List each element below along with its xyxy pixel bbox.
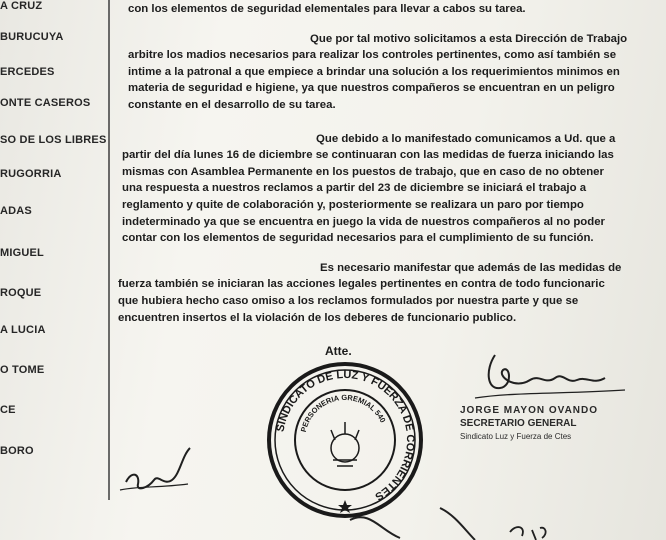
sidebar-item: ADAS	[0, 205, 32, 217]
text-line: constante en el desarrollo de su tarea.	[128, 98, 336, 111]
main-signature-icon	[455, 350, 635, 410]
localities-sidebar	[0, 0, 108, 540]
text-line: Que por tal motivo solicitamos a esta Dirección de Trabajo	[310, 32, 628, 45]
paragraph-measures	[122, 131, 664, 247]
text-line: que hubiera hecho caso omiso a los reclamos formulados por nuestra parte y que se	[118, 294, 579, 307]
text-line: arbitre los madios necesarios para realizar los controles pertinentes, como así también se	[128, 49, 617, 62]
sidebar-item: RUGORRIA	[0, 168, 62, 180]
sidebar-item: CE	[0, 404, 16, 416]
text-line: indeterminado ya que se encuentra en juego la vida de nuestros compañeros al no poder	[122, 215, 605, 228]
signatory-org: Sindicato Luz y Fuerza de Ctes	[460, 432, 572, 441]
text-line: una respuesta a nuestros reclamos a partir del 23 de diciembre se iniciará el trabajo a	[122, 182, 587, 195]
signature-block	[460, 404, 598, 443]
paragraph-request	[122, 31, 664, 114]
text-line: materia de seguridad e higiene, ya que nuestros compañeros se encuentran en un peligro	[128, 82, 615, 95]
left-signature-icon	[118, 440, 208, 500]
text-line: con los elementos de seguridad elementales para llevar a cabos su tarea.	[128, 3, 526, 15]
letter-body	[118, 0, 664, 326]
sidebar-item: ROQUE	[0, 287, 42, 299]
text-line: Es necesario manifestar que además de las medidas de	[320, 261, 622, 274]
sidebar-item: A LUCIA	[0, 324, 46, 336]
paragraph-legal	[118, 260, 664, 326]
closing-salutation: Atte.	[325, 344, 352, 358]
margin-rule	[108, 0, 110, 500]
sidebar-item: MIGUEL	[0, 247, 44, 259]
seal-inner-text: PERSONERIA GREMIAL 540	[298, 392, 388, 434]
sidebar-item: SO DE LOS LIBRES	[0, 134, 107, 146]
signatory-title: SECRETARIO GENERAL	[460, 418, 577, 429]
text-line: Que debido a lo manifestado comunicamos a Ud. que a	[316, 132, 616, 145]
text-line: fuerza también se iniciaran las acciones legales pertinentes en contra de todo funcionaric	[118, 278, 605, 291]
paragraph-intro	[122, 1, 664, 18]
bottom-signature-icon	[340, 500, 640, 540]
sidebar-item: O TOME	[0, 364, 45, 376]
text-line: mismas con Asamblea Permanente en los puestos de trabajo, que en caso de no obtener	[122, 165, 604, 178]
sidebar-item: ERCEDES	[0, 66, 55, 78]
sidebar-item: BURUCUYA	[0, 31, 64, 43]
sidebar-item: A CRUZ	[0, 0, 43, 12]
union-seal-icon	[265, 360, 425, 520]
text-line: reglamento y quite de colaboración y, posteriormente se realizara un paro por tiempo	[122, 198, 584, 211]
text-line: encuentren insertos el la violación de los deberes de funcionario publico.	[118, 311, 517, 324]
seal-outer-text: SINDICATO DE LUZ Y FUERZA DE CORRIENTES	[274, 368, 417, 503]
signatory-name: JORGE MAYON OVANDO	[460, 405, 599, 416]
text-line: contar con los elementos de seguridad necesarios para el cumplimiento de su función.	[122, 232, 594, 245]
text-line: partir del día lunes 16 de diciembre se continuaran con las medidas de fuerza iniciando las	[122, 149, 614, 162]
text-line: intime a la patronal a que empiece a brindar una solución a los requerimientos minimos en	[128, 65, 620, 78]
sidebar-item: BORO	[0, 445, 34, 457]
sidebar-item: ONTE CASEROS	[0, 97, 91, 109]
